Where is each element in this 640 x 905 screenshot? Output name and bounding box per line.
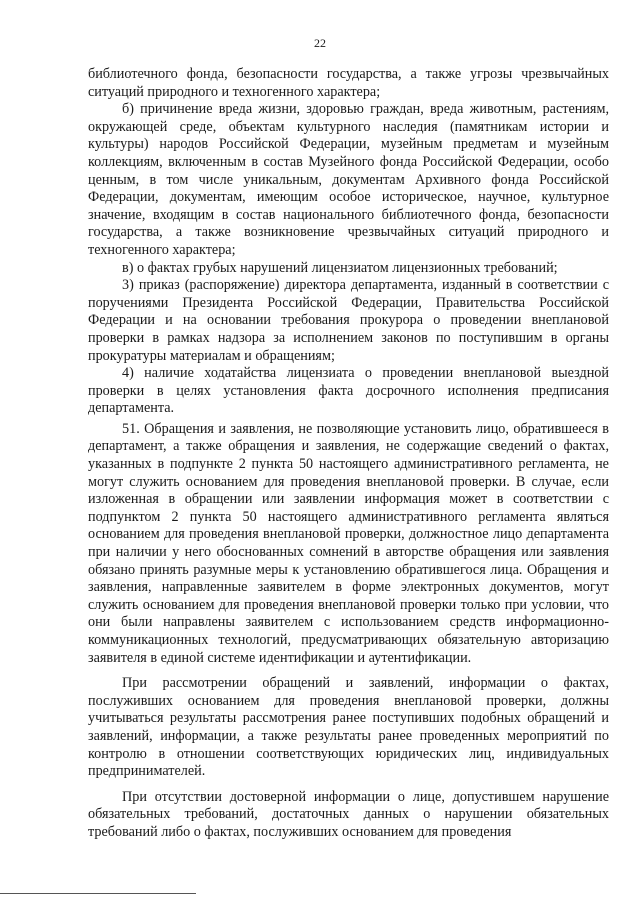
paragraph-item-b: б) причинение вреда жизни, здоровью граждан, вреда животным, растениям, окружающей среде, объектам культурного наследия (памятникам истории и культуры) народов Российской Федерации, музейным предметам и музейным коллекциям, включенным в состав Музейного фонда Российской Федерации, особо ценным, в том числе уникальным, документам Архивного фонда Российской Федерации, документам, имеющим особое историческое, научное, культурное значение, входящим в состав национального библиотечного фонда, безопасности государства, а также возникновение чрезвычайных ситуаций природного и техногенного характера; <box>88 101 609 258</box>
page-number: 22 <box>314 36 326 50</box>
paragraph-item-v: в) о фактах грубых нарушений лицензиатом лицензионных требований; <box>122 259 558 276</box>
paragraph-item-4: 4) наличие ходатайства лицензиата о проведении внеплановой выездной проверки в целях установления факта досрочного исполнения предписания департамента. <box>88 365 609 417</box>
footer-divider <box>0 893 196 894</box>
paragraph-absence-of-info: При отсутствии достоверной информации о лице, допустившем нарушение обязательных требований, достаточных данных о нарушении обязательных требований либо о фактах, послуживших основанием для проведения <box>88 788 609 840</box>
paragraph-consideration: При рассмотрении обращений и заявлений, информации о фактах, послуживших основанием для проведения внеплановой проверки, должны учитываться результаты рассмотрения ранее поступивших подобных обращений и заявлений, информации, а также результаты ранее проведенных мероприятий по контролю в отношении соответствующих юридических лиц, индивидуальных предпринимателей. <box>88 675 609 780</box>
paragraph-item-3: 3) приказ (распоряжение) директора департамента, изданный в соответствии с поручениями Президента Российской Федерации, Правительства Российской Федерации и на основании требования прокурора о проведении внеплановой проверки в рамках надзора за исполнением законов по поступившим в органы прокуратуры материалам и обращениям; <box>88 277 609 364</box>
document-body <box>88 66 609 842</box>
paragraph-clause-51: 51. Обращения и заявления, не позволяющие установить лицо, обратившееся в департамент, а также обращения и заявления, не содержащие сведений о фактах, указанных в подпункте 2 пункта 50 настоящего административного регламента, не могут служить основанием для проведения внеплановой проверки. В случае, если изложенная в обращении или заявлении информация может в соответствии с подпунктом 2 пункта 50 настоящего административного регламента являться основанием для проведения внеплановой проверки, должностное лицо департамента при наличии у него обоснованных сомнений в авторстве обращения или заявления обязано принять разумные меры к установлению обратившегося лица. Обращения и заявления, направленные заявителем в форме электронных документов, могут служить основанием для проведения внеплановой проверки только при условии, что они были направлены заявителем с использованием средств информационно-коммуникационных технологий, предусматривающих обязательную авторизацию заявителя в единой системе идентификации и аутентификации. <box>88 420 609 666</box>
paragraph-continuation: библиотечного фонда, безопасности государства, а также угрозы чрезвычайных ситуаций природного и техногенного характера; <box>88 66 609 100</box>
